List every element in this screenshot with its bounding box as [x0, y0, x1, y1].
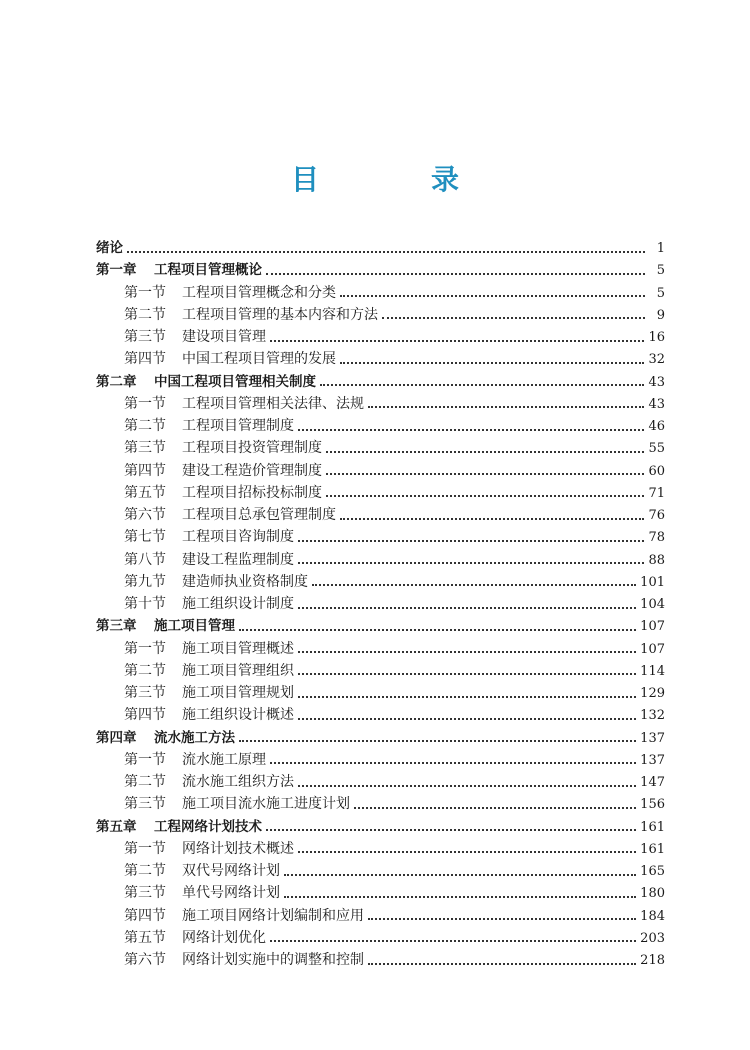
toc-chapter-entry[interactable]	[96, 371, 665, 393]
toc-page-number: 165	[640, 864, 665, 879]
toc-entry-number: 第二节	[124, 774, 166, 790]
dot-leader	[326, 450, 644, 453]
toc-page-number: 9	[656, 307, 665, 323]
dot-leader	[239, 628, 636, 631]
toc-entry-number: 第三节	[124, 440, 166, 457]
toc-entry-title: 建设工程造价管理制度	[182, 462, 322, 479]
toc-page-number: 161	[640, 819, 665, 835]
dot-leader	[298, 695, 636, 698]
toc-page-number: 147	[640, 775, 665, 790]
toc-entry-number: 第四章	[96, 729, 137, 746]
toc-section-entry[interactable]	[124, 393, 665, 415]
dot-leader	[320, 383, 644, 386]
toc-entry-title: 流水施工原理	[182, 751, 266, 768]
toc-entry-title: 中国工程项目管理的发展	[182, 351, 336, 368]
dot-leader	[270, 939, 636, 942]
toc-entry-number: 第四节	[124, 462, 166, 479]
toc-entry-number: 第一节	[124, 395, 166, 412]
toc-entry-number: 第五节	[124, 929, 166, 946]
toc-page-number: 180	[640, 886, 665, 902]
toc-entry-number: 第五章	[96, 818, 137, 835]
toc-section-entry[interactable]	[124, 704, 665, 726]
toc-entry-number: 第四节	[124, 351, 166, 368]
toc-entry-title: 工程项目管理的基本内容和方法	[182, 306, 378, 323]
toc-entry-title: 施工项目管理组织	[182, 662, 294, 679]
toc-entry-title: 双代号网络计划	[182, 863, 280, 879]
dot-leader	[266, 828, 636, 831]
toc-page-number: 1	[656, 241, 665, 256]
toc-entry-number: 第七节	[124, 529, 166, 546]
toc-entry-number: 第三节	[124, 685, 166, 701]
toc-page-number: 184	[640, 908, 665, 924]
toc-entry-title: 工程项目咨询制度	[182, 529, 294, 546]
toc-entry-title: 网络计划技术概述	[182, 840, 294, 857]
toc-entry-title: 工程项目管理概论	[154, 262, 262, 279]
toc-entry-number: 第六节	[124, 952, 166, 968]
toc-entry-title: 网络计划优化	[182, 929, 266, 946]
toc-chapter-entry[interactable]	[96, 727, 665, 749]
toc-section-entry[interactable]	[124, 838, 665, 860]
toc-page-number: 16	[648, 330, 665, 345]
dot-leader	[270, 339, 644, 342]
toc-section-entry[interactable]	[124, 638, 665, 660]
toc-section-entry[interactable]	[124, 882, 665, 904]
dot-leader	[298, 428, 644, 431]
toc-entry-title: 施工组织设计概述	[182, 707, 294, 724]
toc-page-number: 60	[648, 463, 665, 479]
toc-entry-title: 施工组织设计制度	[182, 596, 294, 612]
toc-entry-title: 工程项目招标投标制度	[182, 484, 322, 501]
dot-leader	[340, 517, 644, 520]
toc-page-number: 107	[640, 619, 665, 635]
toc-section-entry[interactable]	[124, 949, 665, 971]
toc-section-entry[interactable]	[124, 482, 665, 504]
toc-entry-number: 第六节	[124, 507, 166, 523]
toc-chapter-entry[interactable]	[96, 237, 665, 259]
toc-page-number: 101	[640, 574, 665, 590]
toc-section-entry[interactable]	[124, 326, 665, 348]
toc-entry-title: 工程项目投资管理制度	[182, 440, 322, 457]
toc-section-entry[interactable]	[124, 905, 665, 927]
toc-page-number: 132	[640, 708, 665, 724]
dot-leader	[340, 361, 644, 364]
toc-entry-number: 第一节	[124, 840, 166, 857]
toc-section-entry[interactable]	[124, 927, 665, 949]
dot-leader	[239, 739, 636, 742]
toc-page-number: 46	[648, 419, 665, 434]
toc-page-number: 5	[656, 263, 665, 279]
toc-entry-number: 第四节	[124, 707, 166, 724]
dot-leader	[127, 250, 645, 253]
toc-section-entry[interactable]	[124, 660, 665, 682]
toc-entry-title: 网络计划实施中的调整和控制	[182, 952, 364, 968]
toc-entry-number: 第九节	[124, 573, 166, 590]
toc-entry-number: 第二章	[96, 373, 137, 390]
toc-entry-number: 第八节	[124, 551, 166, 568]
toc-entry-title: 施工项目管理	[154, 618, 235, 635]
toc-section-entry[interactable]	[124, 437, 665, 459]
dot-leader	[298, 672, 636, 675]
toc-entry-title: 流水施工组织方法	[182, 774, 294, 790]
toc-entry-title: 中国工程项目管理相关制度	[154, 373, 316, 390]
dot-leader	[298, 539, 644, 542]
toc-section-entry[interactable]	[124, 593, 665, 615]
toc-section-entry[interactable]	[124, 415, 665, 437]
toc-page-number: 137	[640, 752, 665, 768]
toc-section-entry[interactable]	[124, 860, 665, 882]
dot-leader	[266, 272, 645, 275]
toc-entry-title: 施工项目管理概述	[182, 640, 294, 657]
toc-section-entry[interactable]	[124, 793, 665, 815]
dot-leader	[326, 494, 644, 497]
toc-section-entry[interactable]	[124, 504, 665, 526]
toc-page-number: 203	[640, 930, 665, 946]
toc-page-number: 76	[648, 508, 665, 523]
toc-section-entry[interactable]	[124, 549, 665, 571]
toc-entry-number: 第三节	[124, 885, 166, 902]
toc-entry-number: 第十节	[124, 596, 166, 612]
dot-leader	[368, 962, 636, 965]
toc-page-number: 43	[648, 396, 665, 412]
toc-entry-title: 建造师执业资格制度	[182, 573, 308, 590]
toc-page-number: 114	[640, 663, 665, 679]
toc-page-number: 71	[648, 485, 665, 501]
toc-page-number: 32	[648, 352, 665, 368]
toc-section-entry[interactable]	[124, 749, 665, 771]
toc-section-entry[interactable]	[124, 460, 665, 482]
toc-entry-title: 施工项目流水施工进度计划	[182, 796, 350, 813]
toc-entry-title: 工程项目管理制度	[182, 418, 294, 434]
dot-leader	[368, 405, 644, 408]
dot-leader	[312, 583, 636, 586]
toc-page-number: 104	[640, 597, 665, 612]
toc-entry-number: 第三章	[96, 618, 137, 635]
dot-leader	[298, 606, 636, 609]
dot-leader	[284, 873, 636, 876]
toc-section-entry[interactable]	[124, 571, 665, 593]
toc-entry-number: 第二节	[124, 418, 166, 434]
dot-leader	[354, 806, 636, 809]
toc-page-number: 78	[648, 530, 665, 546]
toc-entry-number: 第三节	[124, 796, 166, 813]
toc-entry-number: 第一章	[96, 262, 137, 279]
toc-entry-number: 第一节	[124, 284, 166, 301]
dot-leader	[298, 650, 636, 653]
dot-leader	[298, 850, 636, 853]
toc-page-number: 55	[648, 441, 665, 457]
toc-page-number: 156	[640, 797, 665, 813]
toc-page-number: 107	[640, 641, 665, 657]
toc-entry-title: 流水施工方法	[154, 729, 235, 746]
toc-section-entry[interactable]	[124, 682, 665, 704]
toc-page-number: 161	[640, 841, 665, 857]
toc-entry-title: 施工项目管理规划	[182, 685, 294, 701]
toc-page-number: 5	[656, 285, 665, 301]
toc-page-number: 43	[648, 374, 665, 390]
dot-leader	[284, 895, 636, 898]
dot-leader	[340, 294, 645, 297]
toc-entry-number: 第一节	[124, 751, 166, 768]
toc-entry-number: 第二节	[124, 306, 166, 323]
toc-page-number: 88	[648, 552, 665, 568]
toc-chapter-entry[interactable]	[96, 615, 665, 637]
dot-leader	[382, 316, 645, 319]
dot-leader	[298, 561, 644, 564]
toc-entry-title: 单代号网络计划	[182, 885, 280, 902]
dot-leader	[368, 917, 636, 920]
toc-page-number: 137	[640, 730, 665, 746]
toc-chapter-entry[interactable]	[96, 816, 665, 838]
page-title: 目 录	[290, 163, 501, 196]
dot-leader	[270, 761, 636, 764]
toc-entry-title: 工程项目总承包管理制度	[182, 507, 336, 523]
dot-leader	[326, 472, 644, 475]
toc-entry-number: 第一节	[124, 640, 166, 657]
toc-page-number: 129	[640, 686, 665, 701]
toc-entry-number: 第二节	[124, 863, 166, 879]
toc-section-entry[interactable]	[124, 526, 665, 548]
toc-entry-title: 工程项目管理相关法律、法规	[182, 395, 364, 412]
toc-entry-title: 建设项目管理	[182, 329, 266, 345]
toc-entry-number: 第三节	[124, 329, 166, 345]
dot-leader	[298, 784, 636, 787]
toc-section-entry[interactable]	[124, 348, 665, 370]
toc-entry-number: 第五节	[124, 484, 166, 501]
toc-page-number: 218	[640, 953, 665, 968]
toc-entry-title: 绪论	[96, 240, 123, 256]
toc-entry-number: 第二节	[124, 662, 166, 679]
toc-entry-number: 第四节	[124, 907, 166, 924]
toc-entry-title: 施工项目网络计划编制和应用	[182, 907, 364, 924]
toc-chapter-entry[interactable]	[96, 259, 665, 281]
toc-section-entry[interactable]	[124, 304, 665, 326]
toc-section-entry[interactable]	[124, 771, 665, 793]
toc-entry-title: 建设工程监理制度	[182, 551, 294, 568]
dot-leader	[298, 717, 636, 720]
toc-section-entry[interactable]	[124, 282, 665, 304]
toc-entry-title: 工程项目管理概念和分类	[182, 284, 336, 301]
toc-entry-title: 工程网络计划技术	[154, 818, 262, 835]
